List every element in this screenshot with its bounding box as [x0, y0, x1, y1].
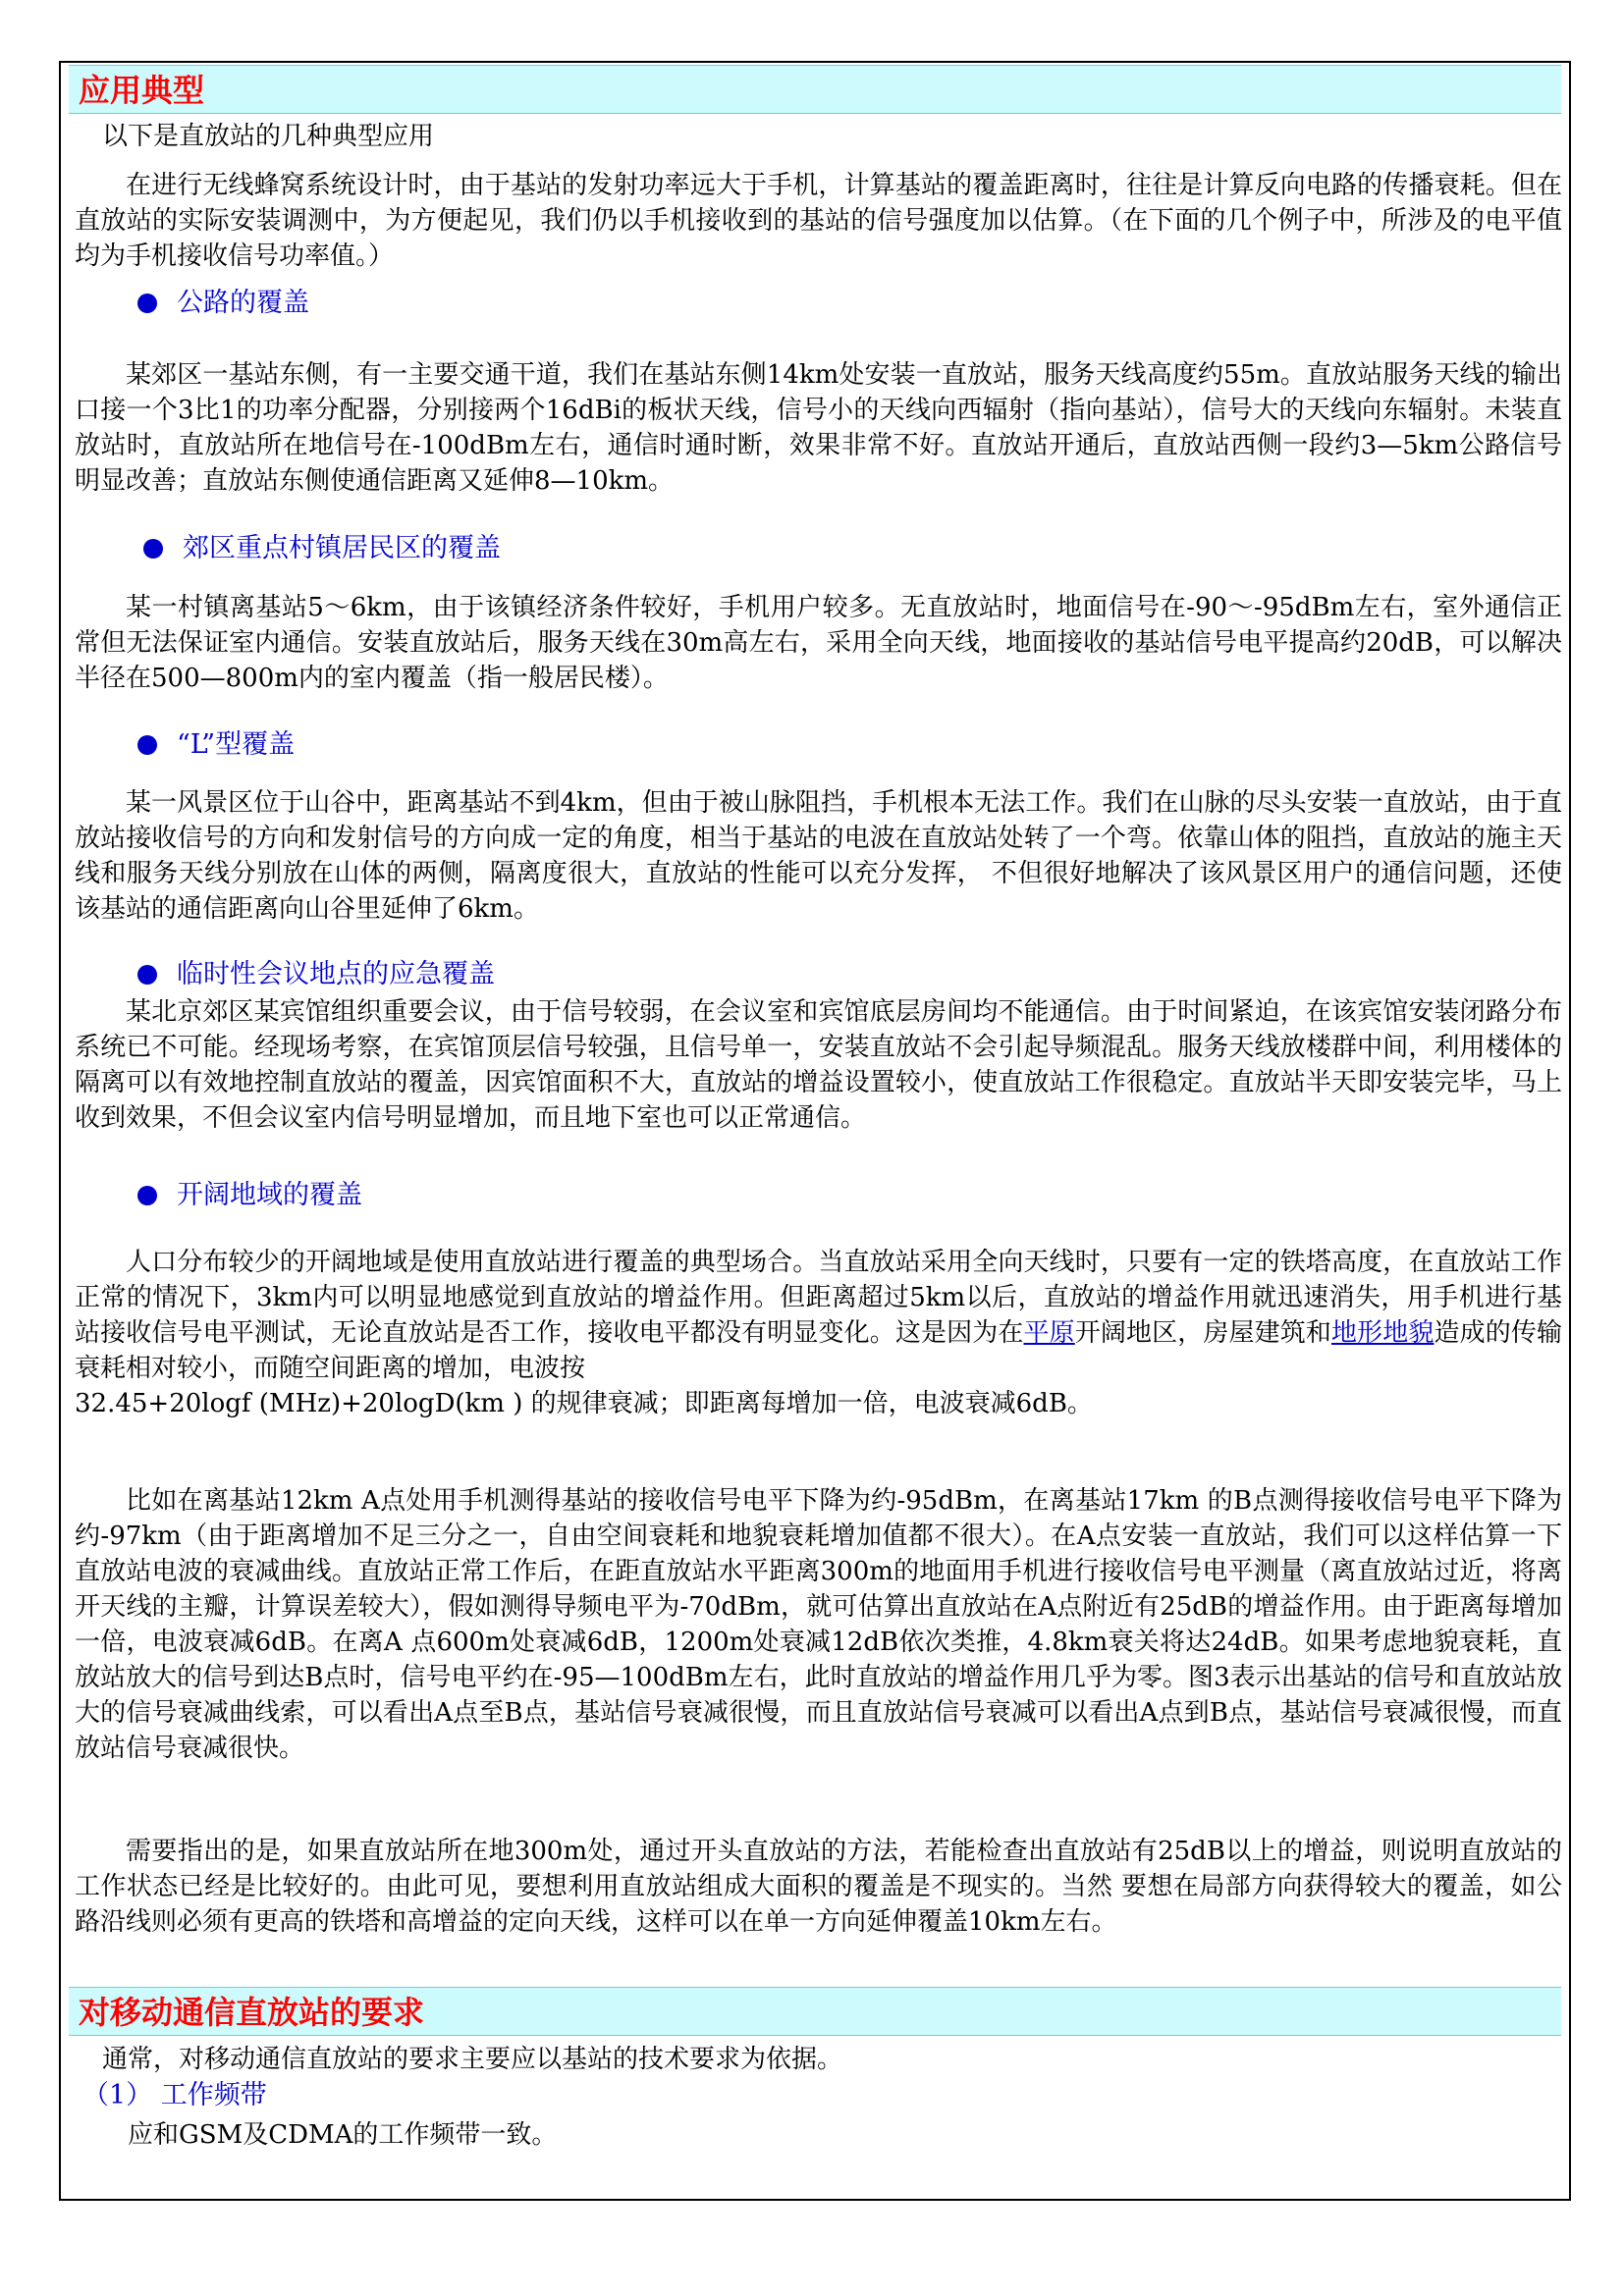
formula-line: 32.45+20logf (MHz)+20logD(km ) 的规律衰减；即距离每增加一倍，电波衰减6dB。: [75, 1389, 1093, 1418]
heading-text: 公路的覆盖: [177, 288, 309, 318]
section-header-band: [69, 65, 1561, 114]
open-paragraph: [75, 1245, 1562, 1386]
item-number: （1）: [82, 2080, 153, 2110]
lshape-paragraph: 某一风景区位于山谷中，距离基站不到4km，但由于被山脉阻挡，手机根本无法工作。我们在山脉的尽头安装一直放站，由于直放站接收信号的方向和发射信号的方向成一定的角度，相当于基站的电波在直放站处转了一个弯。依靠山体的阻挡，直放站的施主天线和服务天线分别放在山体的两侧，隔离度很大，直放站的性能可以充分发挥， 不但很好地解决了该风景区用户的通信问题，还使该基站的通信距离向山谷里延伸了6km。: [75, 788, 1562, 924]
bullet-heading-village: [143, 531, 501, 566]
item-title: 工作频带: [160, 2080, 267, 2110]
note-paragraph: 需要指出的是，如果直放站所在地300m处，通过开头直放站的方法，若能检查出直放站有25dB以上的增益，则说明直放站的工作状态已经是比较好的。由此可见，要想利用直放站组成大面积的覆盖是不现实的。当然 要想在局部方向获得较大的覆盖，如公路沿线则必须有更高的铁塔和高增益的定向天线，这样可以在单一方向延伸覆盖10km左右。: [75, 1837, 1562, 1937]
section2-intro: 通常，对移动通信直放站的要求主要应以基站的技术要求为依据。: [102, 2045, 843, 2074]
section-intro: 以下是直放站的几种典型应用: [102, 122, 435, 151]
heading-text: 开阔地域的覆盖: [177, 1180, 362, 1210]
requirement-body-1: 应和GSM及CDMA的工作频带一致。: [128, 2120, 558, 2150]
heading-text: 郊区重点村镇居民区的覆盖: [183, 533, 501, 563]
bullet-heading-open: [137, 1178, 362, 1213]
heading-text: 临时性会议地点的应急覆盖: [177, 959, 495, 989]
section-title: 应用典型: [79, 72, 205, 109]
bullet-heading-road: [137, 286, 309, 321]
bullet-heading-meeting: [137, 957, 495, 992]
bullet-heading-lshape: [137, 727, 295, 763]
bullet-icon: [137, 735, 157, 755]
link-terrain[interactable]: 地形地貌: [1330, 1318, 1435, 1348]
bullet-icon: [137, 965, 157, 985]
lead-paragraph: 在进行无线蜂窝系统设计时，由于基站的发射功率远大于手机，计算基站的覆盖距离时，往往是计算反向电路的传播衰耗。但在直放站的实际安装调测中，为方便起见，我们仍以手机接收到的基站的信号强度加以估算。（在下面的几个例子中，所涉及的电平值均为手机接收信号功率值。）: [75, 171, 1562, 271]
open-text-b: 开阔地区，房屋建筑和: [1074, 1318, 1331, 1348]
link-plain[interactable]: 平原: [1023, 1318, 1075, 1348]
open-text-a: 人口分布较少的开阔地域是使用直放站进行覆盖的典型场合。当直放站采用全向天线时，只要有一定的铁塔高度，在直放站工作正常的情况下，3km内可以明显地感觉到直放站的增益作用。但距离超过5km以后，直放站的增益作用就迅速消失，用手机进行基站接收信号电平测试，无论直放站是否工作，接收电平都没有明显变化。这是因为在: [75, 1248, 1562, 1348]
section-header-band-2: [69, 1987, 1561, 2036]
example-paragraph: 比如在离基站12km A点处用手机测得基站的接收信号电平下降为约-95dBm，在离基站17km 的B点测得接收信号电平下降为约-97km（由于距离增加不足三分之一，自由空间衰耗和地貌衰耗增加值都不很大）。在A点安装一直放站，我们可以这样估算一下直放站电波的衰减曲线。直放站正常工作后，在距直放站水平距离300m的地面用手机进行接收信号电平测量（离直放站过近，将离开天线的主瓣，计算误差较大），假如测得导频电平为-70dBm，就可估算出直放站在A点附近有25dB的增益作用。由于距离每增加一倍，电波衰减6dB。在离A 点600m处衰减6dB，1200m处衰减12dB依次类推，4.8km衰关将达24dB。如果考虑地貌衰耗，直放站放大的信号到达B点时，信号电平约在-95—100dBm左右，此时直放站的增益作用几乎为零。图3表示出基站的信号和直放站放大的信号衰减曲线索，可以看出A点至B点，基站信号衰减很慢，而且直放站信号衰减可以看出A点到B点，基站信号衰减很慢，而直放站信号衰减很快。: [75, 1486, 1562, 1763]
section-title-2: 对移动通信直放站的要求: [79, 1994, 425, 2031]
bullet-icon: [137, 1186, 157, 1205]
open-text-c: 造成的传输衰耗相对较小，而随空间距离的增加，电波按: [75, 1318, 1562, 1383]
meeting-paragraph: 某北京郊区某宾馆组织重要会议，由于信号较弱，在会议室和宾馆底层房间均不能通信。由于时间紧迫，在该宾馆安装闭路分布系统已不可能。经现场考察，在宾馆顶层信号较强，且信号单一，安装直放站不会引起导频混乱。服务天线放楼群中间，利用楼体的隔离可以有效地控制直放站的覆盖，因宾馆面积不大，直放站的增益设置较小，使直放站工作很稳定。直放站半天即安装完毕，马上收到效果，不但会议室内信号明显增加，而且地下室也可以正常通信。: [75, 997, 1562, 1133]
requirement-heading-1: [82, 2078, 267, 2113]
road-paragraph: 某郊区一基站东侧，有一主要交通干道，我们在基站东侧14km处安装一直放站，服务天线高度约55m。直放站服务天线的输出口接一个3比1的功率分配器，分别接两个16dBi的板状天线，信号小的天线向西辐射（指向基站），信号大的天线向东辐射。未装直放站时，直放站所在地信号在-100dBm左右，通信时通时断，效果非常不好。直放站开通后，直放站西侧一段约3—5km公路信号明显改善；直放站东侧使通信距离又延伸8—10km。: [75, 360, 1562, 496]
village-paragraph: 某一村镇离基站5～6km，由于该镇经济条件较好，手机用户较多。无直放站时，地面信号在-90～-95dBm左右，室外通信正常但无法保证室内通信。安装直放站后，服务天线在30m高左右，采用全向天线，地面接收的基站信号电平提高约20dB，可以解决半径在500—800m内的室内覆盖（指一般居民楼）。: [75, 593, 1562, 693]
bullet-icon: [143, 539, 163, 559]
heading-text: “L”型覆盖: [177, 729, 296, 760]
bullet-icon: [137, 294, 157, 313]
